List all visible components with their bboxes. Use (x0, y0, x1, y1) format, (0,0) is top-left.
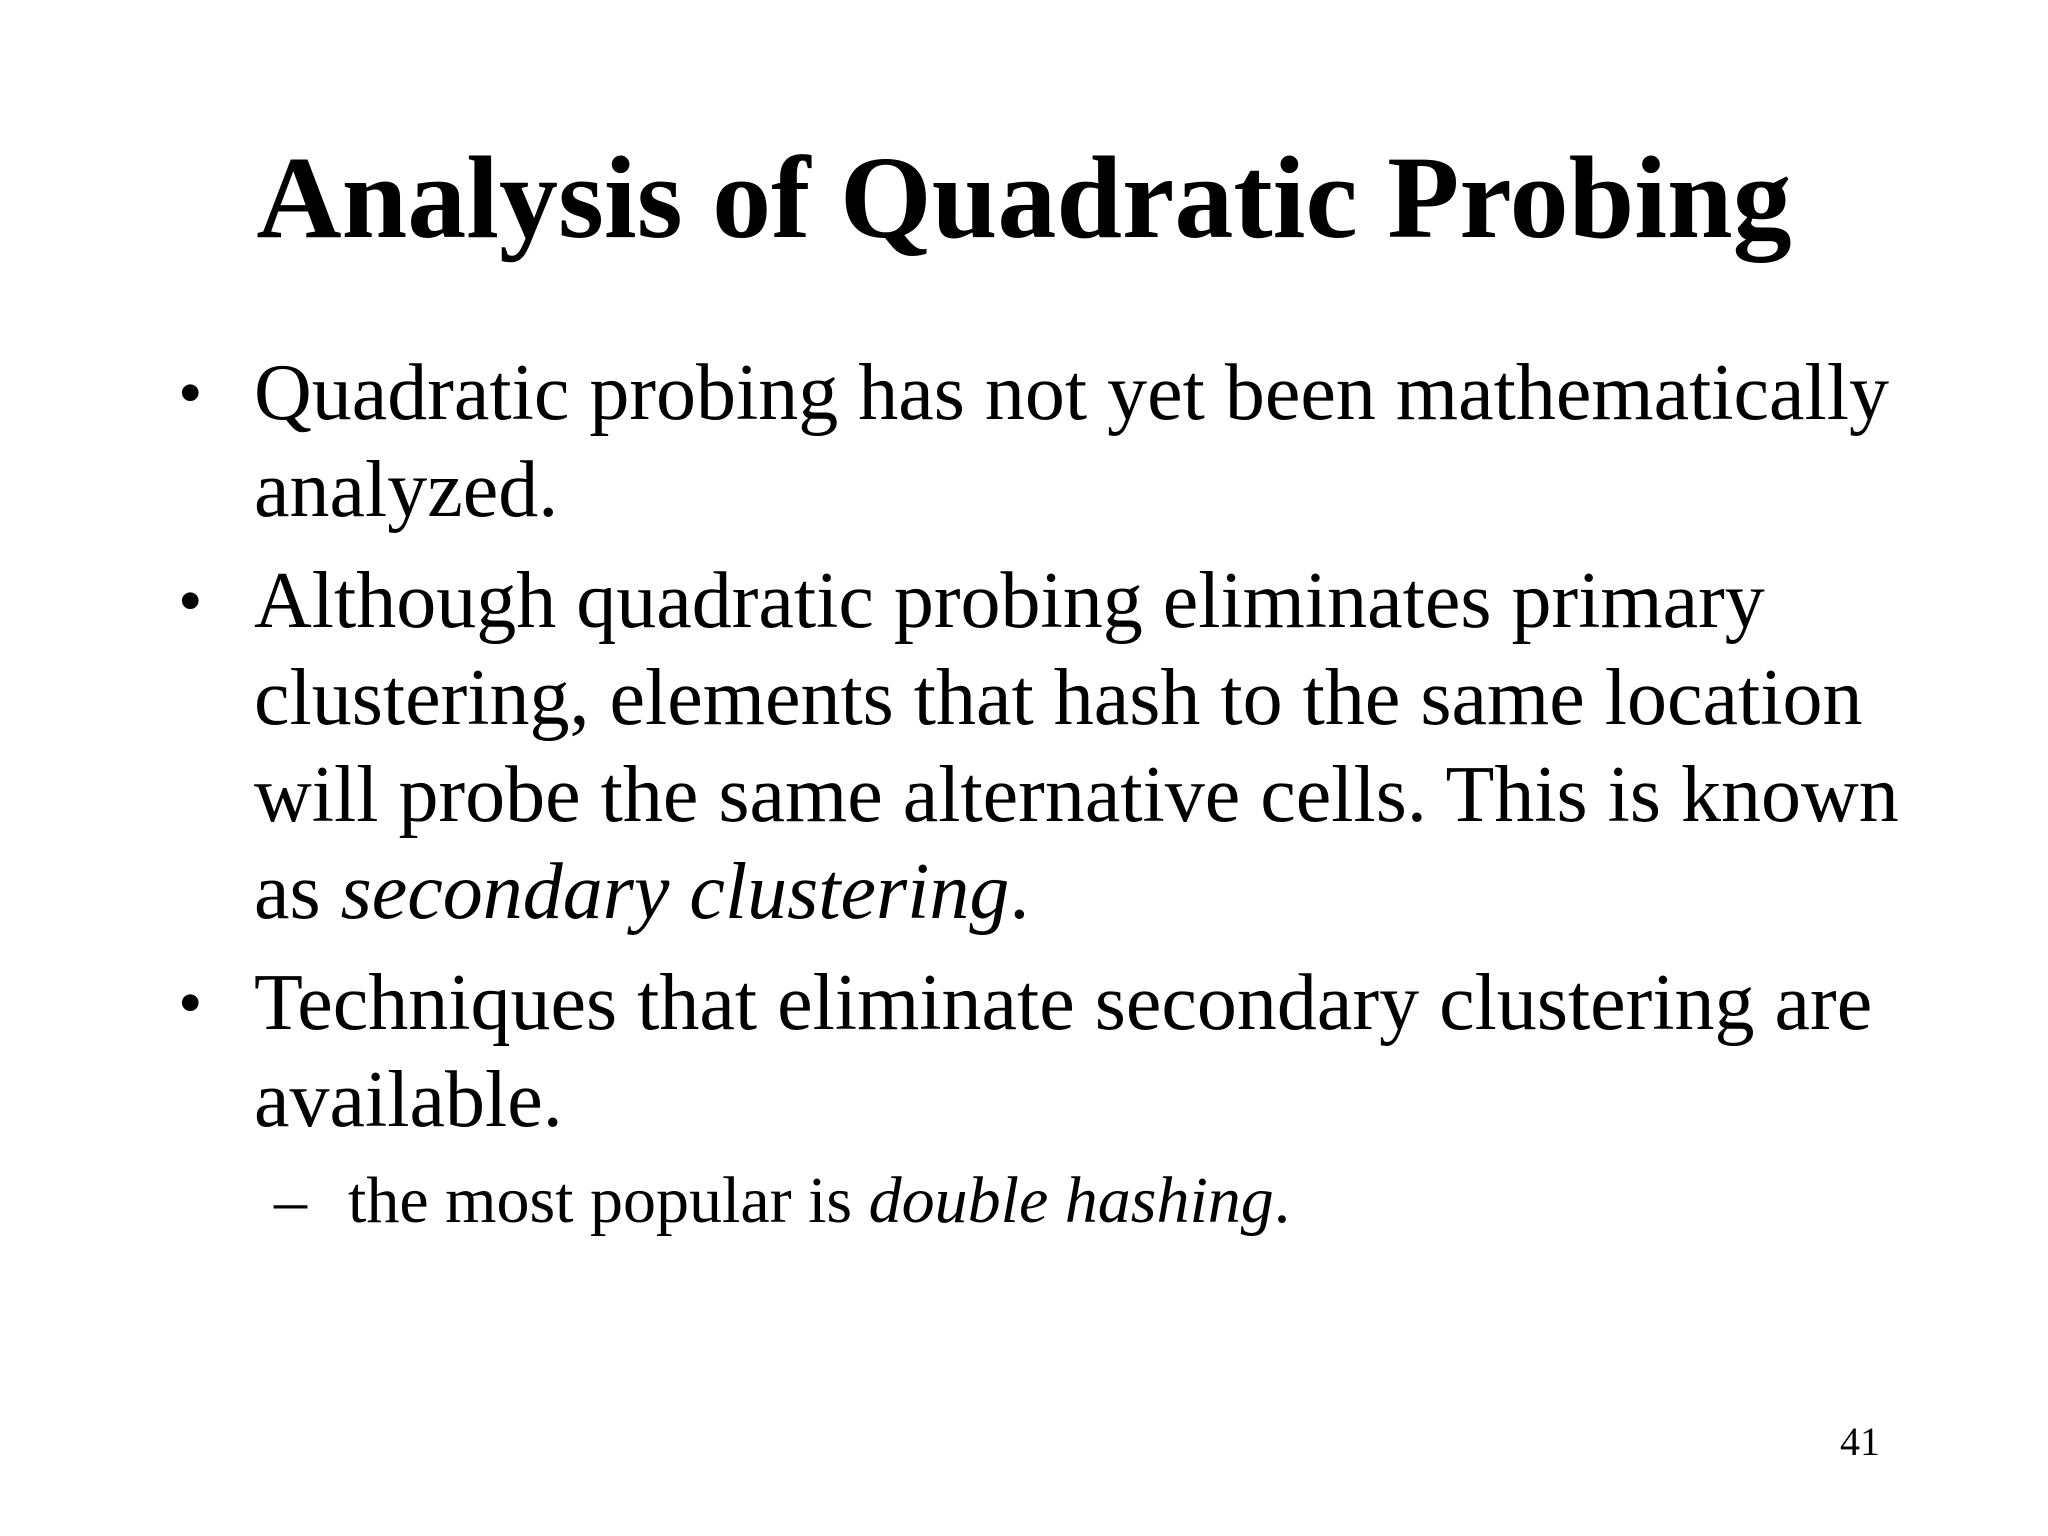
sub-bullet-text-end: . (1273, 1164, 1291, 1237)
bullet-marker: • (178, 563, 203, 640)
bullet-list (170, 345, 1930, 1259)
sub-bullet-item (254, 1157, 1930, 1245)
page-number: 41 (1840, 1419, 1880, 1464)
bullet-item-2 (170, 553, 1930, 941)
slide-title: Analysis of Quadratic Probing (256, 132, 1792, 263)
bullet-text: Quadratic probing has not yet been mathematically analyzed. (254, 349, 1889, 534)
sub-bullet-text: the most popular is (348, 1164, 869, 1237)
bullet-item-3 (170, 955, 1930, 1245)
bullet-marker: • (178, 355, 203, 432)
bullet-text: Techniques that eliminate secondary clustering are available. (254, 959, 1873, 1144)
bullet-marker: • (178, 965, 203, 1042)
bullet-text-end: . (1009, 848, 1030, 936)
sub-bullet-list (254, 1157, 1930, 1245)
bullet-item-1 (170, 345, 1930, 539)
bullet-text: Although quadratic probing eliminates primary clustering, elements that hash to the same location will probe the same alternative cells. This is known as (254, 557, 1899, 936)
emphasis-term: double hashing (868, 1164, 1274, 1237)
sub-bullet-marker: – (274, 1164, 307, 1237)
emphasis-term: secondary clustering (340, 848, 1010, 936)
